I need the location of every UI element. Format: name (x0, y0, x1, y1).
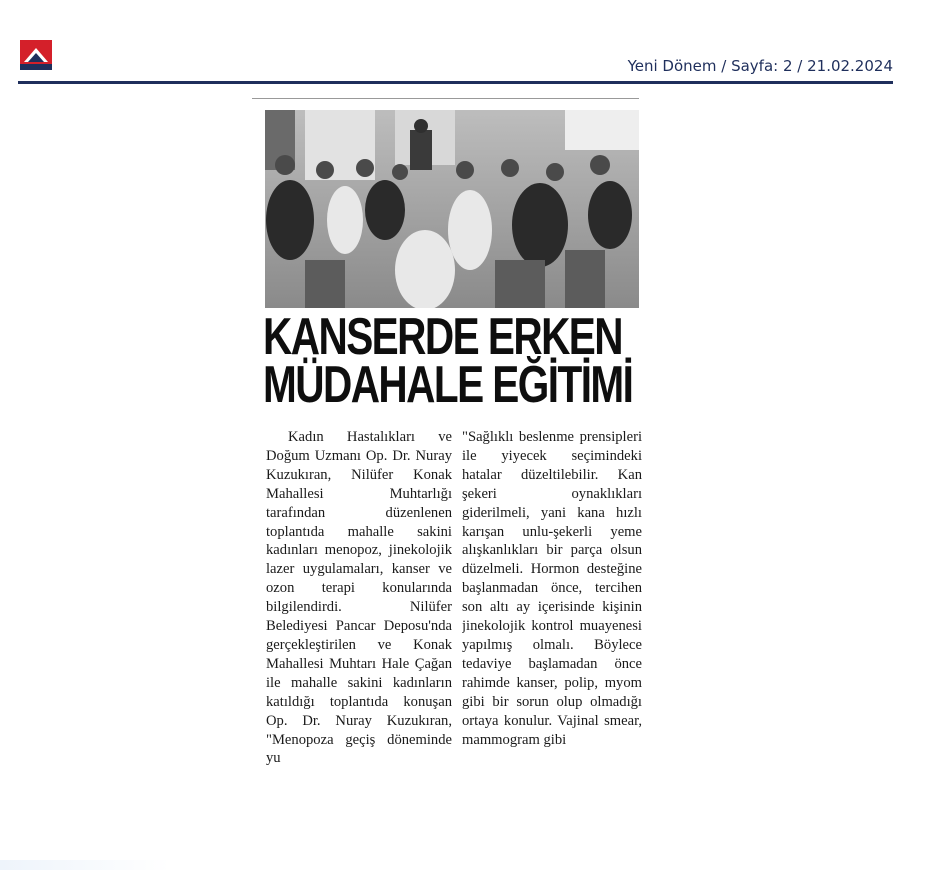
headline-line-2: MÜDAHALE EĞİTİMİ (263, 356, 633, 414)
page-bottom-edge (0, 860, 170, 870)
column-1-text: Kadın Hastalıkları ve Doğum Uzmanı Op. Dr. Nuray Kuzukıran, Nilüfer Konak Mahallesi Muhtarlığı tarafından düzenlenen toplantıda mahalle sakini kadınları menopoz, jinekolojik lazer uygulamaları, kanser ve ozon terapi konularında bilgilendirdi. Nilüfer Belediyesi Pancar Deposu'nda gerçekleştirilen ve Konak Mahallesi Muhtarı Hale Çağan ile mahalle sakini kadınların katıldığı toplantıda konuşan Op. Dr. Nuray Kuzukıran, "Menopoza geçiş döneminde yu (266, 429, 452, 767)
article-photo (265, 110, 639, 308)
header-rule (18, 81, 893, 84)
column-2-text: "Sağlıklı beslenme prensipleri ile yiyecek seçimindeki hatalar düzeltilebilir. Kan şekeri oynaklıkları giderilmeli, yani kana hızlı karışan unlu-şekerli yeme alışkanlıkları bir parça olsun düzelmeli. Hormon desteğine başlanmadan önce, tercihen son altı ay içerisinde kişinin jinekolojik kontrol muayenesi yapılmış olmalı. Böylece tedaviye başlamadan önce rahimde kanser, polip, myom gibi bir sorun olup olmadığı ortaya konulur. Vajinal smear, mammogram gibi (462, 429, 642, 748)
newspaper-logo (20, 40, 52, 70)
publication-meta: Yeni Dönem / Sayfa: 2 / 21.02.2024 (627, 57, 893, 75)
headline (263, 308, 633, 414)
headline-line-1: KANSERDE ERKEN (263, 308, 623, 366)
clip-top-rule (252, 98, 639, 99)
article-column-2 (462, 428, 642, 814)
article-column-1 (266, 428, 452, 814)
